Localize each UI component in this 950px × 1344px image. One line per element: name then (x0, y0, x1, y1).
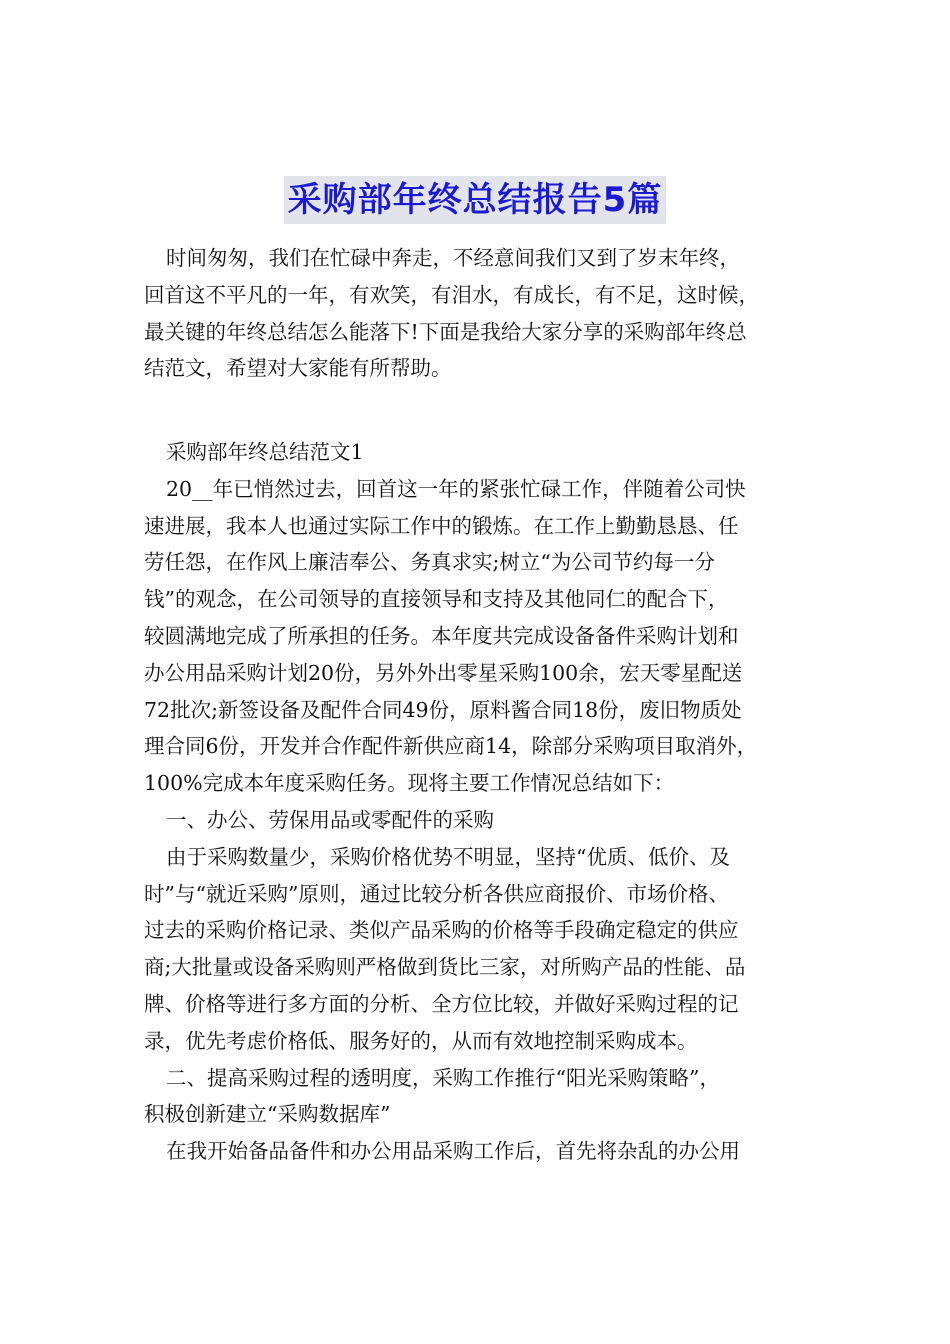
document-body (144, 240, 816, 1170)
paragraph-line: 时”与“就近采购”原则，通过比较分析各供应商报价、市场价格、 (144, 881, 729, 906)
paragraph-line: 劳任怨，在作风上廉洁奉公、务真求实;树立“为公司节约每一分 (144, 550, 715, 575)
intro-line: 最关键的年终总结怎么能落下!下面是我给大家分享的采购部年终总 (144, 319, 747, 344)
subheading: 积极创新建立“采购数据库” (144, 1102, 391, 1127)
paragraph-1 (144, 471, 816, 802)
paragraph-line: 过去的采购价格记录、类似产品采购的价格等手段确定稳定的供应 (144, 918, 739, 943)
paragraph-line: 理合同6份，开发并合作配件新供应商14，除部分采购项目取消外， (144, 734, 758, 759)
title-container (0, 176, 950, 224)
paragraph-2 (144, 839, 816, 1060)
paragraph-line: 20__年已悄然过去，回首这一年的紧张忙碌工作，伴随着公司快 (166, 476, 746, 501)
intro-line: 时间匆匆，我们在忙碌中奔走，不经意间我们又到了岁末年终， (166, 246, 740, 270)
paragraph-spacer (144, 387, 816, 424)
paragraph-line: 72批次;新签设备及配件合同49份，原料酱合同18份，废旧物质处 (144, 697, 742, 722)
paragraph-line: 商;大批量或设备采购则严格做到货比三家，对所购产品的性能、品 (144, 955, 746, 980)
section-heading: 采购部年终总结范文1 (166, 439, 364, 464)
subheading: 二、提高采购过程的透明度，采购工作推行“阳光采购策略”， (166, 1065, 720, 1090)
paragraph-line: 速进展，我本人也通过实际工作中的锻炼。在工作上勤勤恳恳、任 (144, 513, 739, 538)
paragraph-line: 由于采购数量少，采购价格优势不明显，坚持“优质、低价、及 (166, 844, 730, 869)
paragraph-line: 牌、价格等进行多方面的分析、全方位比较，并做好采购过程的记 (144, 991, 739, 1016)
paragraph-line: 在我开始备品备件和办公用品采购工作后，首先将杂乱的办公用 (166, 1139, 740, 1164)
paragraph-3 (144, 1133, 816, 1170)
intro-line: 回首这不平凡的一年，有欢笑，有泪水，有成长，有不足，这时候， (144, 282, 759, 307)
heading-2-paragraph (144, 1060, 816, 1134)
paragraph-line: 100%完成本年度采购任务。现将主要工作情况总结如下： (144, 771, 675, 796)
intro-line: 结范文，希望对大家能有所帮助。 (144, 356, 452, 381)
intro-paragraph (144, 240, 816, 387)
document-title: 采购部年终总结报告5篇 (284, 176, 667, 224)
section-heading-paragraph (144, 434, 816, 471)
paragraph-line: 办公用品采购计划20份，另外外出零星采购100余，宏天零星配送 (144, 660, 743, 685)
heading-1-paragraph (144, 802, 816, 839)
subheading: 一、办公、劳保用品或零配件的采购 (166, 807, 494, 832)
paragraph-line: 较圆满地完成了所承担的任务。本年度共完成设备备件采购计划和 (144, 623, 739, 648)
paragraph-line: 钱”的观念，在公司领导的直接领导和支持及其他同仁的配合下， (144, 587, 729, 612)
paragraph-line: 录，优先考虑价格低、服务好的，从而有效地控制采购成本。 (144, 1028, 698, 1053)
